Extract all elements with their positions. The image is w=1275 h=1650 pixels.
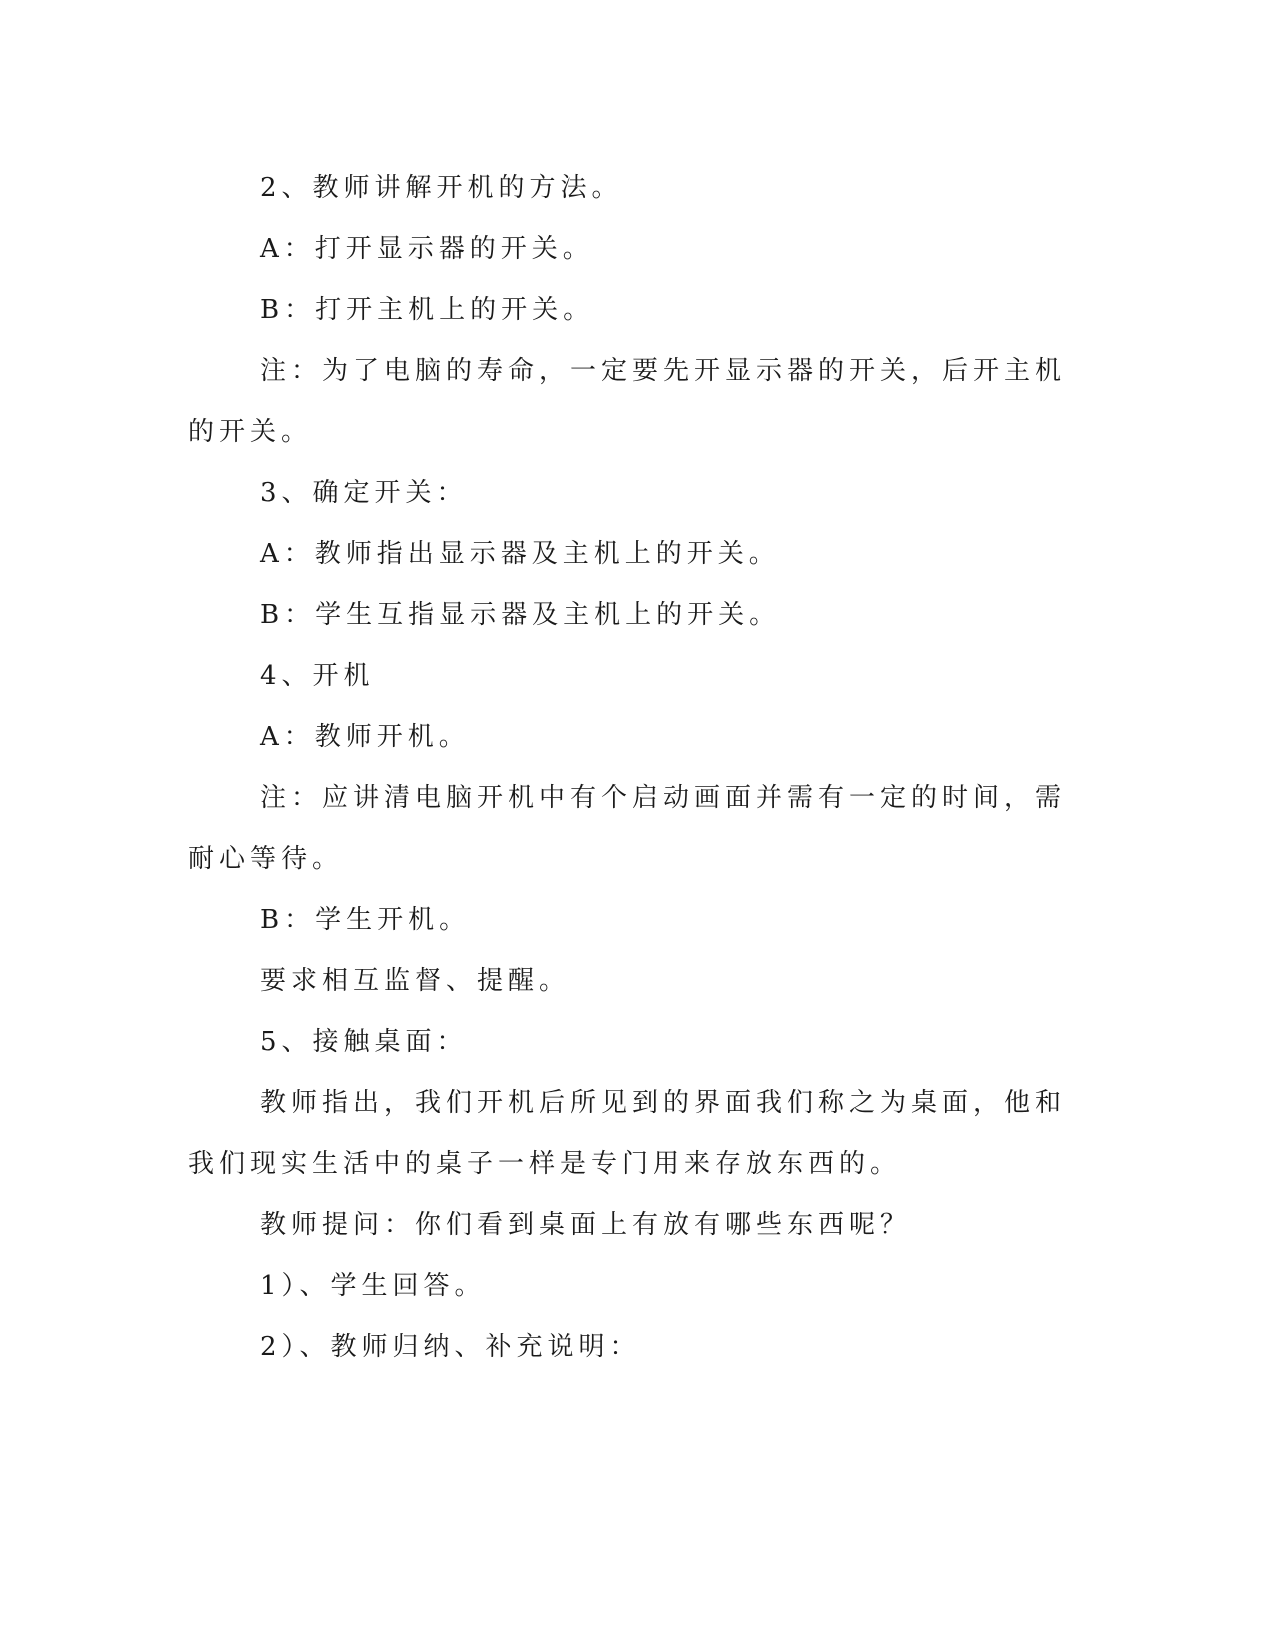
paragraph-teacher-question: 教师提问：你们看到桌面上有放有哪些东西呢？ [260, 1210, 912, 1240]
paragraph-step-3: 3、确定开关： [260, 478, 468, 508]
paragraph-step-3b: B：学生互指显示器及主机上的开关。 [260, 600, 781, 630]
paragraph-step-2b: B：打开主机上的开关。 [260, 295, 595, 325]
paragraph-step-5: 5、接触桌面： [260, 1027, 468, 1057]
paragraph-note-1: 注：为了电脑的寿命，一定要先开显示器的开关，后开主机的开关。 [188, 356, 1067, 447]
paragraph-step-2a: A：打开显示器的开关。 [260, 234, 594, 264]
paragraph-step-2: 2、教师讲解开机的方法。 [260, 173, 623, 203]
paragraph-desktop-intro: 教师指出，我们开机后所见到的界面我们称之为桌面，他和我们现实生活中的桌子一样是专门用来存放东西的。 [188, 1088, 1067, 1179]
paragraph-substep-1: 1）、学生回答。 [260, 1271, 486, 1301]
paragraph-step-3a: A：教师指出显示器及主机上的开关。 [260, 539, 780, 569]
paragraph-step-4b: B：学生开机。 [260, 905, 471, 935]
paragraph-requirement: 要求相互监督、提醒。 [260, 966, 571, 996]
paragraph-substep-2: 2）、教师归纳、补充说明： [260, 1332, 641, 1362]
paragraph-step-4a: A：教师开机。 [260, 722, 470, 752]
document-body [188, 158, 1068, 1378]
paragraph-step-4: 4、开机 [260, 661, 375, 691]
paragraph-note-2: 注：应讲清电脑开机中有个启动画面并需有一定的时间，需耐心等待。 [188, 783, 1067, 874]
